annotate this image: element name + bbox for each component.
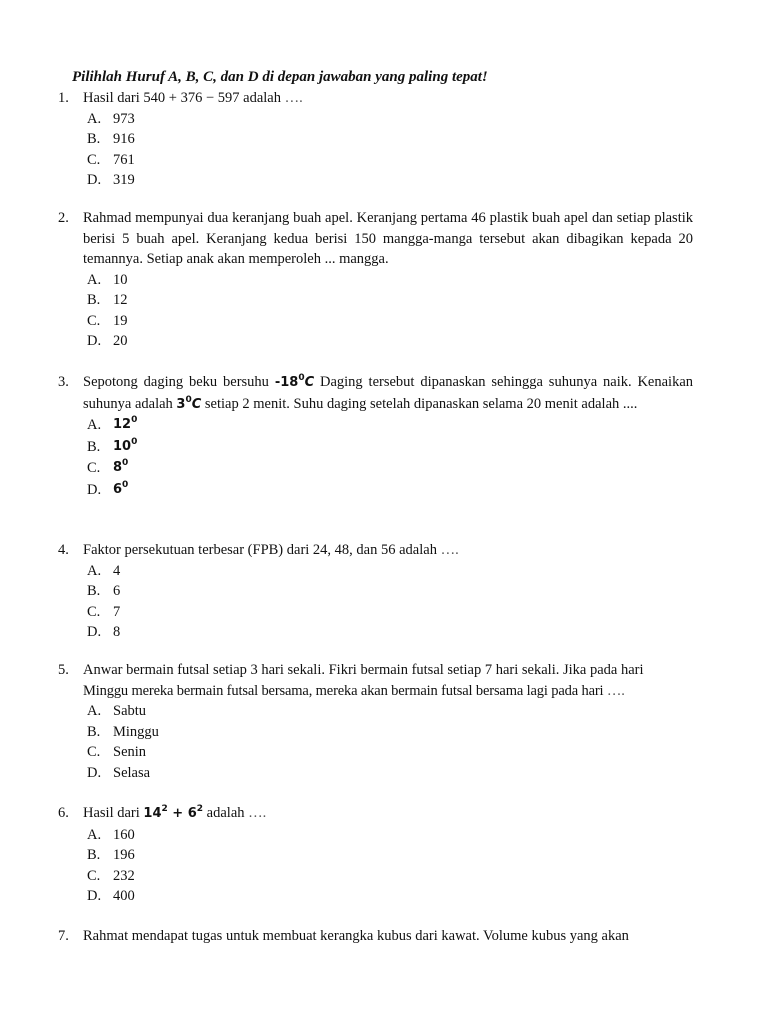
- option-c: C. 19: [87, 312, 128, 329]
- question-text: Hasil dari 540 + 376 − 597 adalah: [83, 90, 281, 106]
- option-a: A. 973: [87, 110, 135, 127]
- option-b: B. 916: [87, 131, 135, 147]
- question-7: [58, 926, 693, 947]
- math-temperature-2: $3^0C$: [176, 394, 202, 412]
- question-text: Faktor persekutuan terbesar (FPB) dari 24, 48, dan 56 adalah: [83, 542, 437, 558]
- question-number: 5.: [58, 662, 69, 678]
- question-number: 1.: [58, 90, 69, 106]
- question-ellipsis: ….: [284, 90, 303, 106]
- option-b: B. 196: [87, 847, 135, 863]
- question-number: 2.: [58, 210, 69, 226]
- option-a: A. Sabtu: [87, 703, 147, 719]
- option-a: A. 10: [87, 271, 128, 288]
- question-ellipsis: ….: [606, 682, 625, 699]
- question-text: Anwar bermain futsal setiap 3 hari sekali. Fikri bermain futsal setiap 7 hari sekali. Jika pada hari Minggu mereka bermain futsal bersama, mereka akan bermain futsal bersama lagi pada hari ….: [83, 662, 644, 699]
- option-d: D. Selasa: [87, 764, 151, 781]
- question-ellipsis: ….: [248, 805, 267, 821]
- option-d: D. 319: [87, 172, 135, 188]
- option-c: C. $8^0$: [87, 458, 129, 476]
- option-d: D. $6^0$: [87, 479, 129, 498]
- option-d: D. 20: [87, 333, 128, 349]
- option-list: [87, 825, 693, 907]
- question-6: [58, 803, 693, 907]
- option-a: A. $12^0$: [87, 415, 138, 433]
- option-b: B. Minggu: [87, 723, 159, 740]
- option-d: D. 400: [87, 888, 135, 904]
- option-c: C. 232: [87, 867, 135, 884]
- option-list: [87, 561, 693, 643]
- option-a: A. 4: [87, 562, 121, 579]
- question-number: 7.: [58, 928, 69, 944]
- question-ellipsis: ….: [440, 542, 459, 558]
- question-4: [58, 540, 693, 643]
- question-text: Sepotong daging beku bersuhu $-18^0C$ Daging tersebut dipanaskan sehingga suhunya naik. Kenaikan suhunya adalah $3^0C$ setiap 2 menit. Suhu daging setelah dipanaskan selama 20 menit adalah ....: [83, 373, 694, 412]
- question-text: Rahmat mendapat tugas untuk membuat kerangka kubus dari kawat. Volume kubus yang akan: [83, 928, 629, 944]
- option-a: A. 160: [87, 826, 135, 843]
- math-temperature-1: $-18^0C$: [274, 373, 315, 390]
- option-list: [87, 270, 693, 352]
- question-number: 6.: [58, 805, 69, 821]
- option-b: B. 6: [87, 583, 121, 599]
- option-b: B. $10^0$: [87, 436, 138, 455]
- question-number: 3.: [58, 374, 69, 390]
- option-c: C. Senin: [87, 744, 147, 760]
- question-5: [58, 660, 693, 783]
- option-list: [87, 415, 693, 501]
- option-c: C. 7: [87, 603, 121, 620]
- option-list: [87, 109, 693, 191]
- question-text: Rahmad mempunyai dua keranjang buah apel. Keranjang pertama 46 plastik buah apel dan setiap plastik berisi 5 buah apel. Keranjang kedua berisi 150 mangga-manga tersebut akan dibagikan kepada 20 temannya. Setiap anak akan memperoleh ... mangga.: [83, 210, 693, 267]
- option-b: B. 12: [87, 292, 128, 308]
- instruction-text: Pilihlah Huruf A, B, C, dan D di depan jawaban yang paling tepat!: [72, 69, 488, 85]
- question-2: [58, 208, 693, 352]
- option-list: [87, 701, 693, 783]
- question-1: [58, 88, 693, 191]
- question-3: [58, 372, 693, 501]
- option-c: C. 761: [87, 151, 135, 168]
- math-expression: $14^2 + 6^2$: [143, 804, 204, 821]
- question-text: Hasil dari $14^2 + 6^2$ adalah ….: [83, 804, 267, 821]
- question-number: 4.: [58, 542, 69, 558]
- option-d: D. 8: [87, 624, 121, 640]
